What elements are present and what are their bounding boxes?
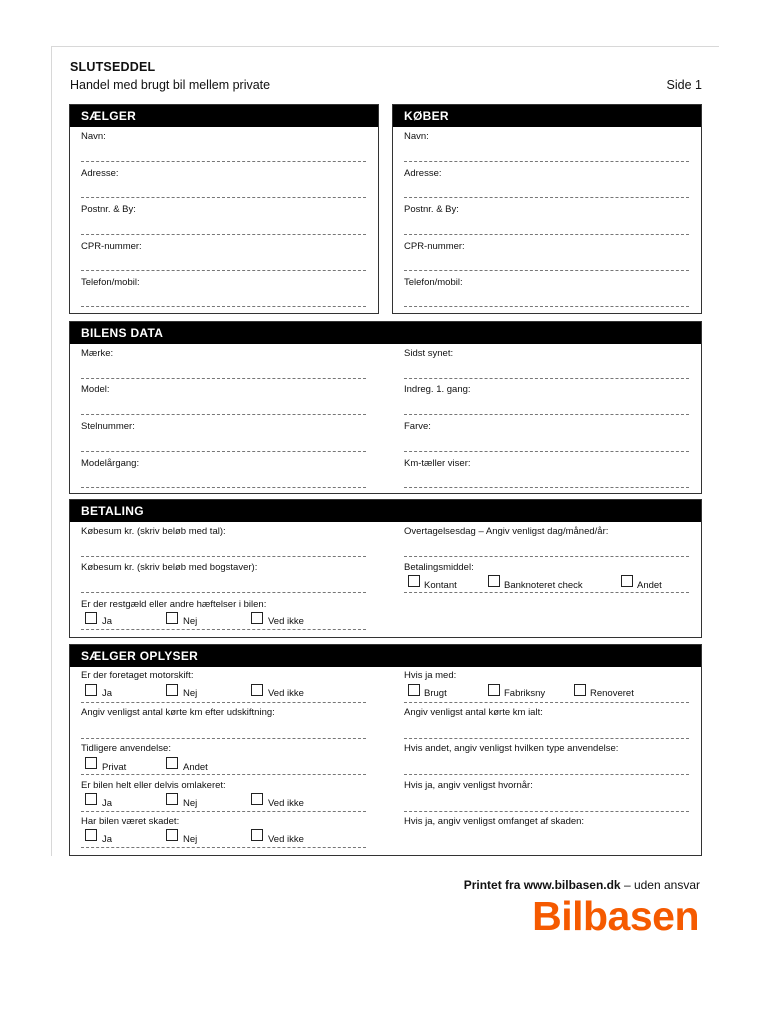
sidst-synet-label: Sidst synet: [404,348,454,359]
skadet-ved-ikke-label: Ved ikke [268,834,304,845]
saelger-telefon-field[interactable] [81,306,366,307]
kobesum-bogstaver-field[interactable] [81,592,366,593]
kobesum-tal-label: Købesum kr. (skriv beløb med tal): [81,526,226,537]
saelger-postnr-field[interactable] [81,234,366,235]
brugt-label: Brugt [424,688,447,699]
restgaeld-ved-ikke-label: Ved ikke [268,616,304,627]
koeber-postnr-field[interactable] [404,234,689,235]
anvendelse-label: Tidligere anvendelse: [81,743,171,754]
koeber-adresse-field[interactable] [404,197,689,198]
overtagelse-label: Overtagelsesdag – Angiv venligst dag/måned/år: [404,526,609,537]
saelger-adresse-field[interactable] [81,197,366,198]
page-subtitle: Handel med brugt bil mellem private [70,78,271,92]
betaling-section [69,499,702,638]
saelger-telefon-label: Telefon/mobil: [81,277,140,288]
maerke-label: Mærke: [81,348,114,359]
km-taeller-field[interactable] [404,487,689,488]
printed-from-url[interactable]: Printet fra www.bilbasen.dk [463,878,621,892]
koeber-section [392,104,702,314]
restgaeld-label: Er der restgæld eller andre hæftelser i bilen: [81,599,267,610]
skadet-ja-checkbox[interactable] [85,829,97,841]
skadet-nej-label: Nej [183,834,198,845]
koeber-cpr-field[interactable] [404,270,689,271]
saelger-oplyser-section [69,644,702,856]
model-field[interactable] [81,414,366,415]
banknoteret-check-checkbox[interactable] [488,575,500,587]
printed-from-text [464,878,700,892]
modelaargang-field[interactable] [81,487,366,488]
saelger-cpr-field[interactable] [81,270,366,271]
km-ialt-field[interactable] [404,738,689,739]
saelger-adresse-label: Adresse: [81,168,119,179]
omfang-label: Hvis ja, angiv venligst omfanget af skaden: [404,816,585,827]
motorskift-nej-label: Nej [183,688,198,699]
kobesum-tal-field[interactable] [81,556,366,557]
saelger-heading: SÆLGER [70,105,378,127]
saelger-section [69,104,379,314]
saelger-navn-field[interactable] [81,161,366,162]
saelger-navn-label: Navn: [81,131,106,142]
renoveret-label: Renoveret [590,688,634,699]
restgaeld-ja-checkbox[interactable] [85,612,97,624]
motorskift-nej-checkbox[interactable] [166,684,178,696]
skadet-nej-checkbox[interactable] [166,829,178,841]
indreg-field[interactable] [404,414,689,415]
modelaargang-label: Modelårgang: [81,458,140,469]
kobesum-bogstaver-label: Købesum kr. (skriv beløb med bogstaver): [81,562,258,573]
stelnummer-label: Stelnummer: [81,421,135,432]
banknoteret-check-label: Banknoteret check [504,580,583,591]
bilens-data-section [69,321,702,494]
farve-field[interactable] [404,451,689,452]
model-label: Model: [81,384,110,395]
skadet-ja-label: Ja [102,834,113,845]
brugt-checkbox[interactable] [408,684,420,696]
km-efter-field[interactable] [81,738,366,739]
skadet-line [81,847,366,848]
hvornaar-field[interactable] [404,811,689,812]
overtagelse-field[interactable] [404,556,689,557]
koeber-cpr-label: CPR-nummer: [404,241,465,252]
omlakeret-label: Er bilen helt eller delvis omlakeret: [81,780,226,791]
page-edge-top [52,46,719,47]
anvendelse-andet-field[interactable] [404,774,689,775]
bilens-data-heading: BILENS DATA [70,322,701,344]
omlakeret-nej-label: Nej [183,798,198,809]
motorskift-label: Er der foretaget motorskift: [81,670,194,681]
indreg-label: Indreg. 1. gang: [404,384,471,395]
koeber-navn-label: Navn: [404,131,429,142]
kontant-checkbox[interactable] [408,575,420,587]
restgaeld-ja-label: Ja [102,616,113,627]
saelger-oplyser-heading: SÆLGER OPLYSER [70,645,701,667]
anvendelse-line [81,774,366,775]
anvendelse-andet-label: Andet [183,762,208,773]
farve-label: Farve: [404,421,431,432]
restgaeld-line [81,629,366,630]
motorskift-line [81,702,366,703]
stelnummer-field[interactable] [81,451,366,452]
restgaeld-nej-label: Nej [183,616,198,627]
skadet-label: Har bilen været skadet: [81,816,180,827]
motorskift-ja-checkbox[interactable] [85,684,97,696]
printed-disclaimer: – uden ansvar [620,878,700,892]
omlakeret-line [81,811,366,812]
betaling-andet-checkbox[interactable] [621,575,633,587]
koeber-navn-field[interactable] [404,161,689,162]
page-title: SLUTSEDDEL [70,60,156,74]
km-ialt-label: Angiv venligst antal kørte km ialt: [404,707,543,718]
fabriksny-label: Fabriksny [504,688,546,699]
km-efter-label: Angiv venligst antal kørte km efter udskiftning: [81,707,275,718]
sidst-synet-field[interactable] [404,378,689,379]
renoveret-checkbox[interactable] [574,684,586,696]
betalingsmiddel-line [404,592,689,593]
restgaeld-ved-ikke-checkbox[interactable] [251,612,263,624]
hvis-ja-med-line [404,702,689,703]
omlakeret-ja-checkbox[interactable] [85,793,97,805]
bilbasen-logo: Bilbasen [532,893,699,939]
restgaeld-nej-checkbox[interactable] [166,612,178,624]
maerke-field[interactable] [81,378,366,379]
page-number: Side 1 [666,78,702,92]
koeber-heading: KØBER [393,105,701,127]
motorskift-ved-ikke-checkbox[interactable] [251,684,263,696]
saelger-cpr-label: CPR-nummer: [81,241,142,252]
anvendelse-andet-checkbox[interactable] [166,757,178,769]
motorskift-ved-ikke-label: Ved ikke [268,688,304,699]
betaling-heading: BETALING [70,500,701,522]
saelger-postnr-label: Postnr. & By: [81,204,136,215]
omlakeret-ved-ikke-label: Ved ikke [268,798,304,809]
omlakeret-nej-checkbox[interactable] [166,793,178,805]
page-edge-left [51,46,52,856]
km-taeller-label: Km-tæller viser: [404,458,471,469]
privat-checkbox[interactable] [85,757,97,769]
hvis-ja-med-label: Hvis ja med: [404,670,457,681]
motorskift-ja-label: Ja [102,688,113,699]
omlakeret-ved-ikke-checkbox[interactable] [251,793,263,805]
koeber-telefon-label: Telefon/mobil: [404,277,463,288]
koeber-telefon-field[interactable] [404,306,689,307]
anvendelse-andet-type-label: Hvis andet, angiv venligst hvilken type anvendelse: [404,743,619,754]
betaling-andet-label: Andet [637,580,662,591]
privat-label: Privat [102,762,127,773]
betalingsmiddel-label: Betalingsmiddel: [404,562,474,573]
fabriksny-checkbox[interactable] [488,684,500,696]
koeber-adresse-label: Adresse: [404,168,442,179]
kontant-label: Kontant [424,580,457,591]
koeber-postnr-label: Postnr. & By: [404,204,459,215]
hvornaar-label: Hvis ja, angiv venligst hvornår: [404,780,533,791]
omlakeret-ja-label: Ja [102,798,113,809]
skadet-ved-ikke-checkbox[interactable] [251,829,263,841]
